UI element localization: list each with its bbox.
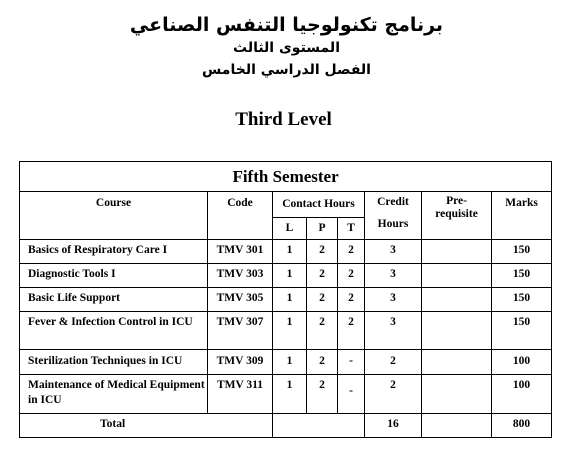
tutorial-hours: 2: [338, 264, 365, 288]
practical-hours: 2: [307, 350, 338, 375]
course-name: Basics of Respiratory Care I: [20, 240, 208, 264]
course-code: TMV 301: [208, 240, 273, 264]
arabic-level-title: المستوى الثالث: [233, 40, 340, 56]
total-contact-hours: [273, 414, 365, 438]
credit-hours: 3: [365, 264, 422, 288]
tutorial-hours: -: [338, 350, 365, 375]
lecture-hours: 1: [273, 240, 307, 264]
total-marks: 800: [492, 414, 552, 438]
prerequisite: [422, 288, 492, 312]
course-name: Basic Life Support: [20, 288, 208, 312]
tutorial-hours: 2: [338, 312, 365, 350]
prerequisite: [422, 264, 492, 288]
total-prerequisite: [422, 414, 492, 438]
practical-hours: 2: [307, 240, 338, 264]
header-contact-hours: Contact Hours: [273, 192, 365, 218]
lecture-hours: 1: [273, 264, 307, 288]
header-course: Course: [20, 192, 208, 240]
total-credit-hours: 16: [365, 414, 422, 438]
lecture-hours: 1: [273, 288, 307, 312]
course-code: TMV 311: [208, 375, 273, 414]
course-code: TMV 309: [208, 350, 273, 375]
marks: 150: [492, 240, 552, 264]
course-code: TMV 303: [208, 264, 273, 288]
course-name: Fever & Infection Control in ICU: [20, 312, 208, 350]
practical-hours: 2: [307, 375, 338, 414]
header-prerequisite: [422, 192, 492, 240]
table-row: [20, 240, 552, 264]
prerequisite: [422, 350, 492, 375]
lecture-hours: 1: [273, 375, 307, 414]
header-credit: Credit: [377, 196, 409, 208]
header-l: L: [273, 218, 307, 240]
table-row: [20, 264, 552, 288]
credit-hours: 2: [365, 350, 422, 375]
arabic-semester-title: الفصل الدراسي الخامس: [202, 62, 371, 78]
prerequisite: [422, 240, 492, 264]
marks: 100: [492, 375, 552, 414]
lecture-hours: 1: [273, 312, 307, 350]
course-name: Sterilization Techniques in ICU: [20, 350, 208, 375]
table-row: [20, 375, 552, 414]
header-t: T: [338, 218, 365, 240]
marks: 150: [492, 264, 552, 288]
marks: 150: [492, 312, 552, 350]
table-row: [20, 350, 552, 375]
credit-hours: 3: [365, 312, 422, 350]
header-p: P: [307, 218, 338, 240]
table-row: [20, 288, 552, 312]
total-label: Total: [20, 414, 273, 438]
credit-hours: 2: [365, 375, 422, 414]
practical-hours: 2: [307, 288, 338, 312]
course-name: Diagnostic Tools I: [20, 264, 208, 288]
tutorial-hours: 2: [338, 288, 365, 312]
prerequisite: [422, 375, 492, 414]
level-heading: Third Level: [235, 109, 332, 130]
practical-hours: 2: [307, 264, 338, 288]
tutorial-hours: 2: [338, 240, 365, 264]
header-credit-hours: [365, 192, 422, 240]
tutorial-hours: -: [338, 375, 365, 414]
semester-title: Fifth Semester: [20, 162, 552, 192]
credit-hours: 3: [365, 240, 422, 264]
header-prereq-line2: requisite: [435, 208, 478, 220]
lecture-hours: 1: [273, 350, 307, 375]
credit-hours: 3: [365, 288, 422, 312]
marks: 100: [492, 350, 552, 375]
arabic-program-title: برنامج تكنولوجيا التنفس الصناعي: [129, 14, 444, 36]
header-hours: Hours: [377, 218, 409, 230]
course-code: TMV 307: [208, 312, 273, 350]
course-name: Maintenance of Medical Equipment in ICU: [20, 375, 208, 414]
header-code: Code: [208, 192, 273, 240]
header-marks: Marks: [492, 192, 552, 240]
practical-hours: 2: [307, 312, 338, 350]
total-row: [20, 414, 552, 438]
course-code: TMV 305: [208, 288, 273, 312]
semester-table: [19, 161, 552, 438]
prerequisite: [422, 312, 492, 350]
marks: 150: [492, 288, 552, 312]
header-prereq-line1: Pre-: [446, 195, 467, 207]
table-row: [20, 312, 552, 350]
